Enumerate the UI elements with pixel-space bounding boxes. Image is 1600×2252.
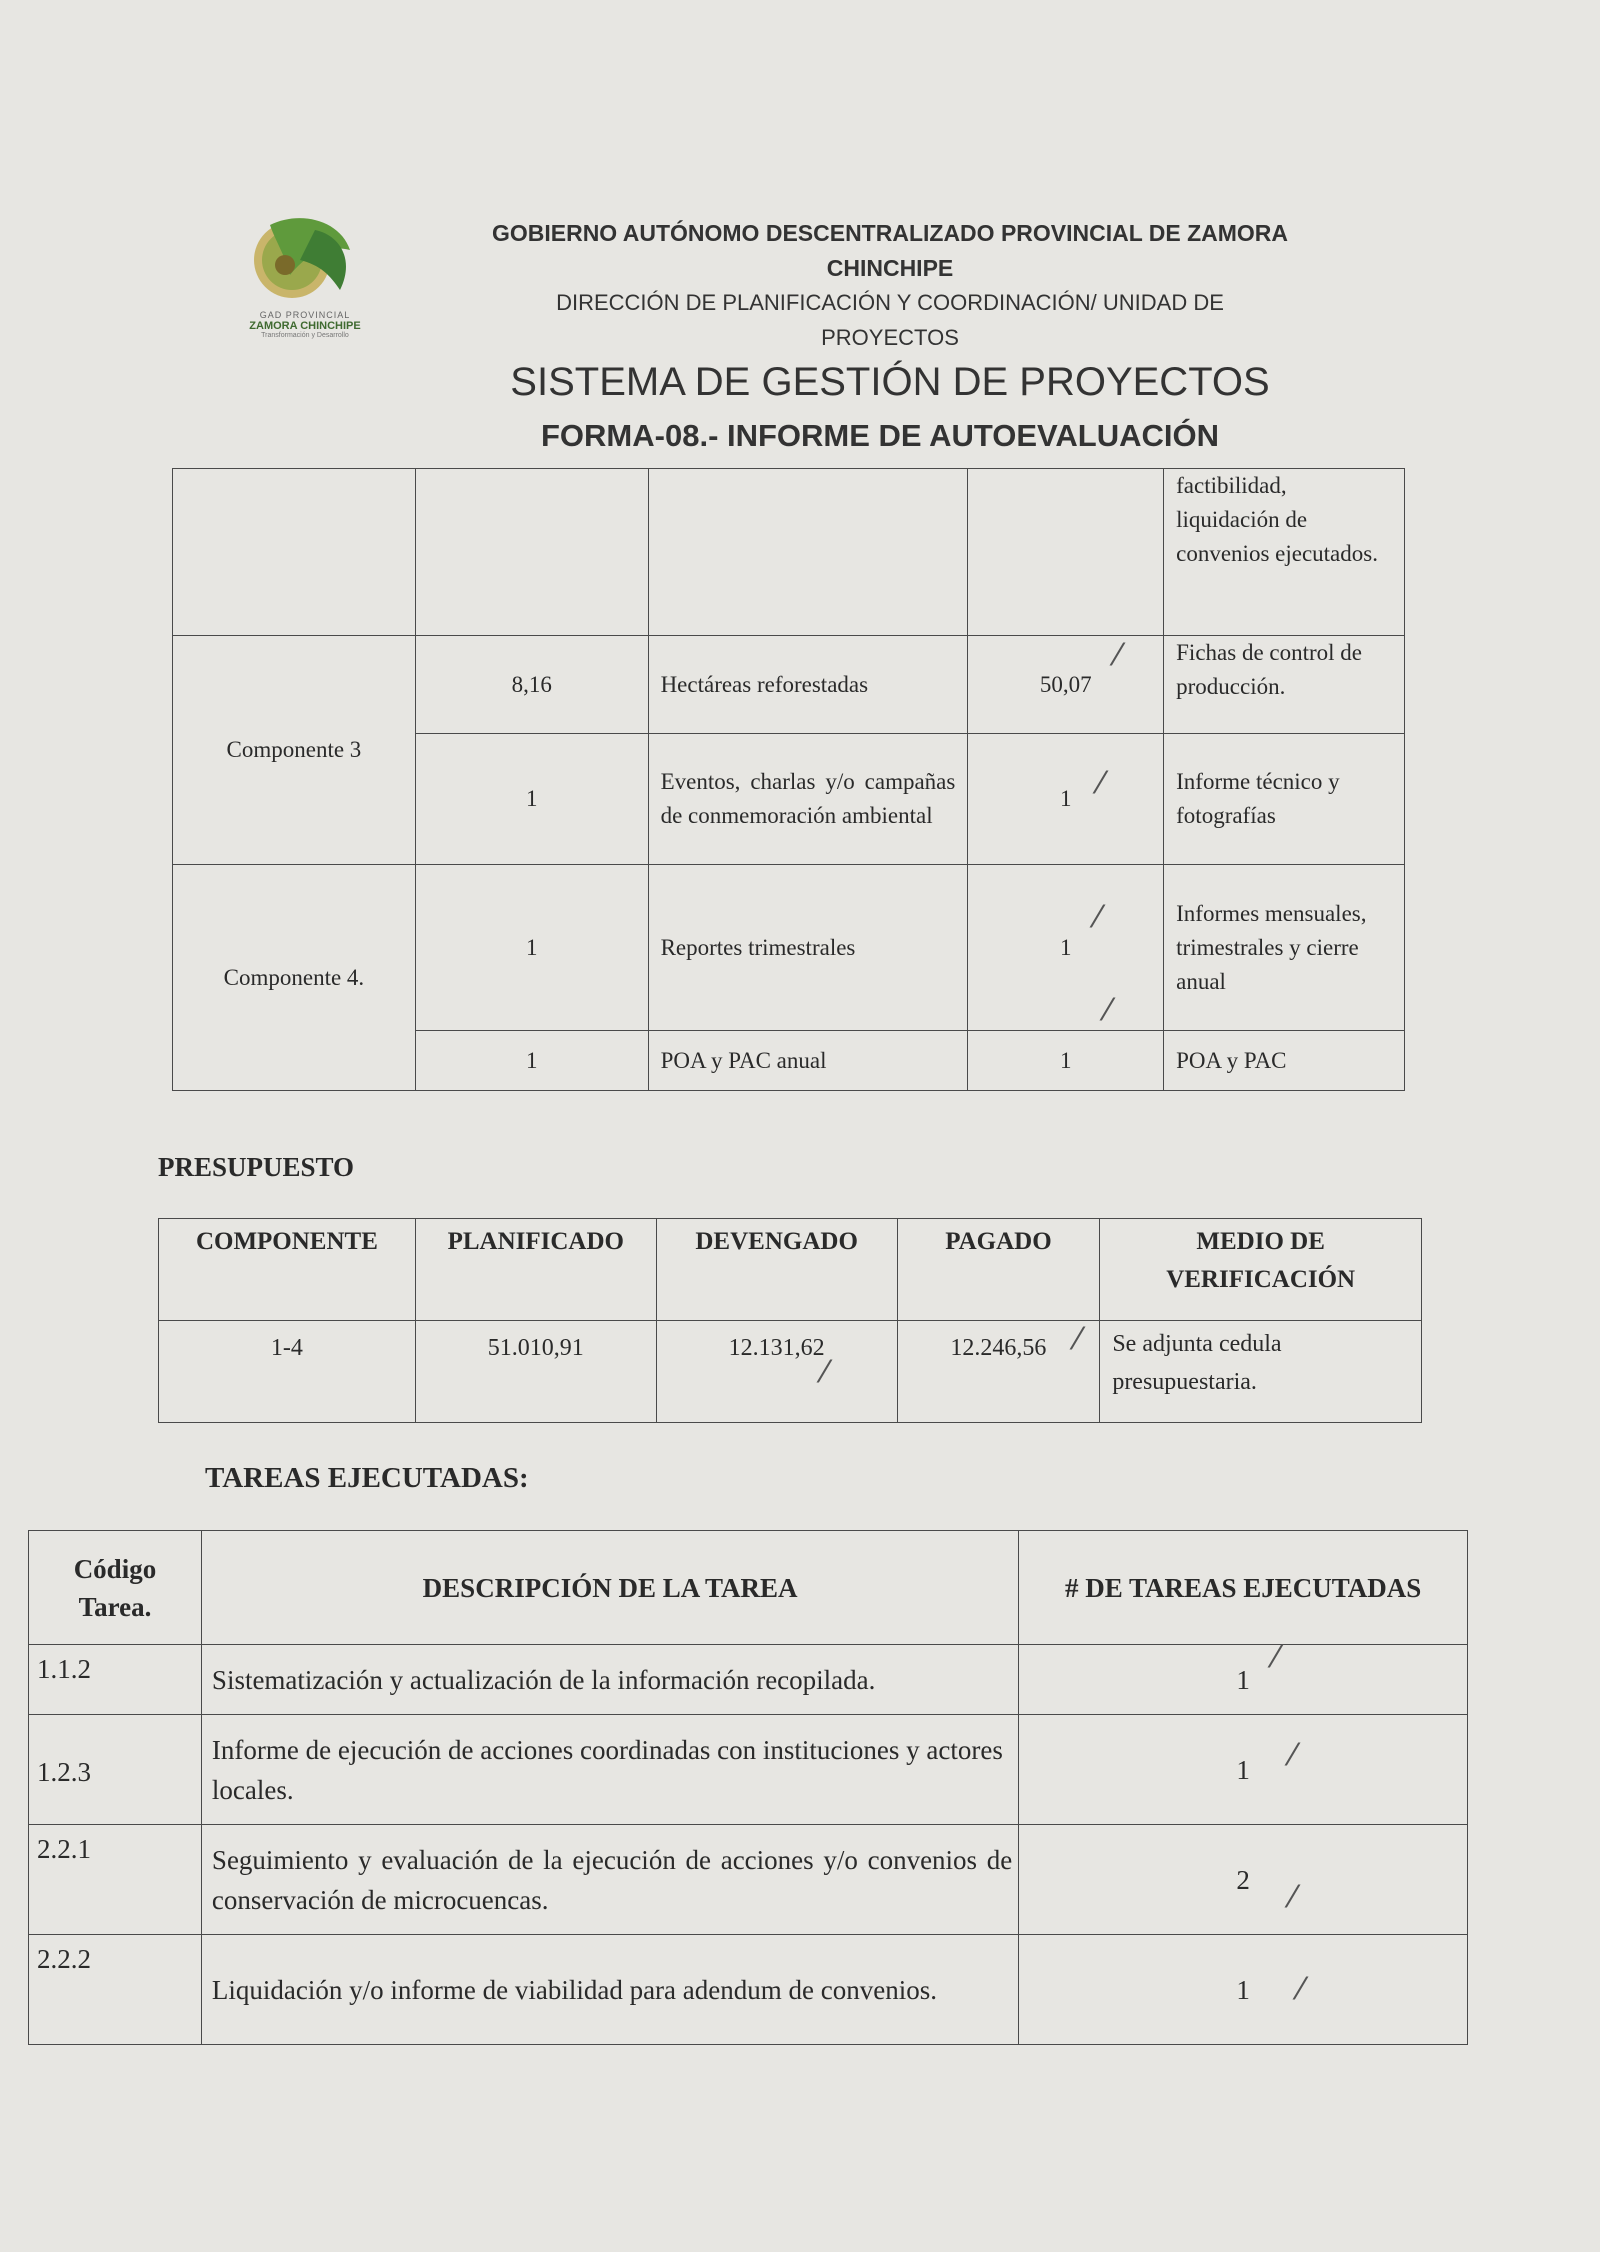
task-count: 1 (1019, 1935, 1468, 2045)
meta-cell: 1 (415, 865, 648, 1031)
table-row (29, 1935, 1468, 2045)
verification-cell: Informe técnico y fotografías (1164, 734, 1405, 865)
check-mark-icon: ⁄ (1273, 1640, 1279, 1675)
budget-paid: 12.246,56 (897, 1321, 1100, 1423)
check-mark-icon: ⁄ (1105, 993, 1111, 1028)
task-code: 2.2.1 (29, 1825, 202, 1935)
task-count: 1 (1019, 1645, 1468, 1715)
col-header-accrued: DEVENGADO (656, 1219, 897, 1321)
task-code: 1.2.3 (29, 1715, 202, 1825)
table-row (29, 1825, 1468, 1935)
budget-planned: 51.010,91 (415, 1321, 656, 1423)
table-row (173, 865, 1405, 1031)
verification-cell: Fichas de control de producción. (1164, 636, 1405, 734)
task-count: 2 (1019, 1825, 1468, 1935)
code-header-line2: Tarea. (78, 1591, 152, 1622)
verif-header-line2: VERIFICACIÓN (1166, 1266, 1356, 1293)
system-title: SISTEMA DE GESTIÓN DE PROYECTOS (510, 360, 1270, 404)
leaf-logo-icon (230, 205, 380, 305)
header-line2: CHINCHIPE (826, 255, 954, 281)
col-header-description: DESCRIPCIÓN DE LA TAREA (201, 1531, 1018, 1645)
task-code: 1.1.2 (29, 1645, 202, 1715)
col-header-paid: PAGADO (897, 1219, 1100, 1321)
budget-verification: Se adjunta cedula presupuestaria. (1100, 1321, 1422, 1423)
task-count: 1 (1019, 1715, 1468, 1825)
check-mark-icon: ⁄ (1095, 900, 1101, 935)
table-row (29, 1715, 1468, 1825)
check-mark-icon: ⁄ (1298, 1972, 1304, 2007)
task-description: Liquidación y/o informe de viabilidad para adendum de convenios. (201, 1935, 1018, 2045)
verif-header-line1: MEDIO DE (1196, 1228, 1325, 1255)
task-code: 2.2.2 (29, 1935, 202, 2045)
col-header-code (29, 1531, 202, 1645)
table-row (159, 1219, 1422, 1321)
table-row (173, 636, 1405, 734)
indicator-cell: POA y PAC anual (648, 1031, 968, 1091)
achieved-cell: 1 (968, 865, 1164, 1031)
check-mark-icon: ⁄ (1290, 1880, 1296, 1915)
budget-table (158, 1218, 1422, 1423)
achieved-cell: 50,07 (968, 636, 1164, 734)
logo (230, 205, 380, 345)
logo-line2: ZAMORA CHINCHIPE (249, 320, 361, 332)
meta-cell: 1 (415, 734, 648, 865)
table-row (159, 1321, 1422, 1423)
indicator-cell: Hectáreas reforestadas (648, 636, 968, 734)
achieved-cell: 1 (968, 734, 1164, 865)
col-header-verification (1100, 1219, 1422, 1321)
table-row (29, 1531, 1468, 1645)
indicator-cell: Reportes trimestrales (648, 865, 968, 1031)
code-header-line1: Código (73, 1553, 157, 1584)
verification-cell: factibilidad, liquidación de convenios ejecutados. (1164, 469, 1405, 636)
form-title: FORMA-08.- INFORME DE AUTOEVALUACIÓN (541, 418, 1219, 453)
meta-cell: 8,16 (415, 636, 648, 734)
header-line4: PROYECTOS (821, 325, 959, 350)
check-mark-icon: ⁄ (1098, 766, 1104, 801)
component-4-label: Componente 4. (173, 865, 416, 1091)
table-row (29, 1645, 1468, 1715)
check-mark-icon: ⁄ (822, 1355, 828, 1390)
budget-accrued: 12.131,62 (656, 1321, 897, 1423)
logo-line3: Transformación y Desarrollo (261, 332, 349, 339)
budget-component: 1-4 (159, 1321, 416, 1423)
budget-title: PRESUPUESTO (158, 1152, 355, 1182)
logo-line1: GAD PROVINCIAL (259, 310, 351, 320)
check-mark-icon: ⁄ (1290, 1738, 1296, 1773)
meta-cell: 1 (415, 1031, 648, 1091)
achieved-cell: 1 (968, 1031, 1164, 1091)
col-header-component: COMPONENTE (159, 1219, 416, 1321)
col-header-count: # DE TAREAS EJECUTADAS (1019, 1531, 1468, 1645)
components-table (172, 468, 1405, 1091)
tasks-table (28, 1530, 1468, 2045)
task-description: Sistematización y actualización de la información recopilada. (201, 1645, 1018, 1715)
check-mark-icon: ⁄ (1075, 1322, 1081, 1357)
task-description: Informe de ejecución de acciones coordinadas con instituciones y actores locales. (201, 1715, 1018, 1825)
component-3-label: Componente 3 (173, 636, 416, 865)
header-line1: GOBIERNO AUTÓNOMO DESCENTRALIZADO PROVINCIAL DE ZAMORA (491, 220, 1289, 246)
verification-cell: POA y PAC (1164, 1031, 1405, 1091)
check-mark-icon: ⁄ (1115, 638, 1121, 673)
indicator-cell: Eventos, charlas y/o campañas de conmemoración ambiental (648, 734, 968, 865)
header-line3: DIRECCIÓN DE PLANIFICACIÓN Y COORDINACIÓN/ UNIDAD DE (556, 290, 1224, 315)
table-row (173, 469, 1405, 636)
tasks-title: TAREAS EJECUTADAS: (205, 1462, 529, 1494)
task-description: Seguimiento y evaluación de la ejecución de acciones y/o convenios de conservación de microcuencas. (201, 1825, 1018, 1935)
verification-cell: Informes mensuales, trimestrales y cierre anual (1164, 865, 1405, 1031)
col-header-planned: PLANIFICADO (415, 1219, 656, 1321)
